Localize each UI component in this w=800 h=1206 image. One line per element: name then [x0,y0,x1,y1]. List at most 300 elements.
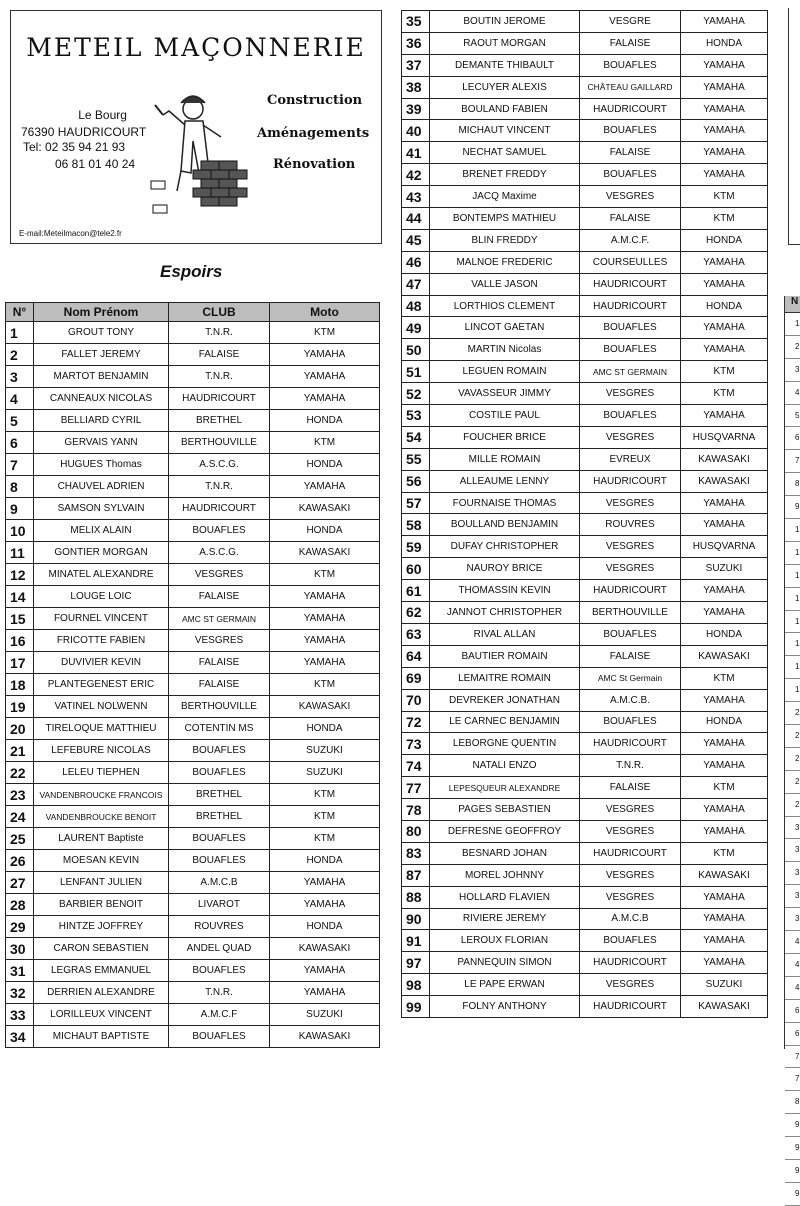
rider-number: 27 [6,872,34,894]
rider-moto: YAMAHA [270,344,380,366]
table-row [402,996,768,1018]
rider-name: VATINEL NOLWENN [34,696,169,718]
rider-club: ROUVRES [169,916,270,938]
rider-number: 58 [402,514,430,536]
rider-moto: KTM [270,432,380,454]
table-row [402,273,768,295]
rider-number: 53 [402,405,430,427]
rider-name: LELEU TIEPHEN [34,762,169,784]
rider-number: 12 [6,564,34,586]
cropped-number: 3 [785,817,800,840]
rider-name: MILLE ROMAIN [430,448,580,470]
rider-club: HAUDRICOURT [580,98,681,120]
rider-number: 34 [6,1026,34,1048]
table-row [402,98,768,120]
rider-moto: YAMAHA [681,405,768,427]
rider-moto: KAWASAKI [270,498,380,520]
rider-number: 7 [6,454,34,476]
rider-club: VESGRES [580,492,681,514]
rider-club: A.S.C.G. [169,542,270,564]
ad-service-item: Construction [267,93,363,108]
rider-moto: KAWASAKI [270,1026,380,1048]
rider-name: TIRELOQUE MATTHIEU [34,718,169,740]
rider-club: AMC ST GERMAIN [580,361,681,383]
table-row [402,470,768,492]
rider-moto: YAMAHA [270,366,380,388]
table-row [402,733,768,755]
rider-club: FALAISE [580,645,681,667]
rider-moto: YAMAHA [270,652,380,674]
table-row [402,295,768,317]
rider-moto: YAMAHA [681,273,768,295]
rider-number: 5 [6,410,34,432]
rider-moto: KTM [681,186,768,208]
rider-name: DEFRESNE GEOFFROY [430,820,580,842]
riders-table-left-body [6,322,380,1048]
ad-address [21,107,146,141]
rider-number: 21 [6,740,34,762]
table-row [402,558,768,580]
table-row [6,784,380,806]
table-row [402,886,768,908]
rider-name: CHAUVEL ADRIEN [34,476,169,498]
table-row [402,383,768,405]
rider-number: 29 [6,916,34,938]
rider-name: LORILLEUX VINCENT [34,1004,169,1026]
section-title: Espoirs [160,262,223,281]
rider-moto: HONDA [270,916,380,938]
rider-number: 99 [402,996,430,1018]
rider-club: T.N.R. [169,366,270,388]
ad-address-line: 76390 HAUDRICOURT [21,125,147,139]
rider-number: 69 [402,667,430,689]
rider-name: THOMASSIN KEVIN [430,580,580,602]
rider-moto: HONDA [270,718,380,740]
rider-club: T.N.R. [169,322,270,344]
cropped-number: 3 [785,908,800,931]
table-row [6,1004,380,1026]
rider-moto: KAWASAKI [681,448,768,470]
rider-name: MALNOE FREDERIC [430,251,580,273]
rider-club: BERTHOUVILLE [169,696,270,718]
rider-moto: KTM [681,842,768,864]
table-row [402,952,768,974]
cropped-number: 3 [785,862,800,885]
rider-club: BOUAFLES [580,930,681,952]
cropped-number: 1 [785,679,800,702]
column-header-name: Nom Prénom [34,303,169,322]
rider-club: A.M.C.B [169,872,270,894]
rider-club: BOUAFLES [169,740,270,762]
rider-club: VESGRES [580,974,681,996]
cropped-number: 2 [785,794,800,817]
rider-number: 38 [402,76,430,98]
rider-moto: YAMAHA [681,689,768,711]
rider-club: FALAISE [580,142,681,164]
rider-moto: YAMAHA [681,98,768,120]
table-row [6,850,380,872]
rider-club: HAUDRICOURT [169,498,270,520]
table-row [402,405,768,427]
rider-name: DEMANTE THIBAULT [430,54,580,76]
rider-club: BOUAFLES [169,828,270,850]
rider-moto: HONDA [681,623,768,645]
rider-number: 57 [402,492,430,514]
rider-number: 23 [6,784,34,806]
rider-number: 74 [402,755,430,777]
table-row [6,410,380,432]
rider-moto: YAMAHA [681,120,768,142]
rider-moto: HONDA [270,850,380,872]
rider-moto: YAMAHA [681,11,768,33]
rider-club: HAUDRICOURT [169,388,270,410]
cropped-number: 9 [785,496,800,519]
rider-number: 77 [402,777,430,799]
rider-moto: SUZUKI [681,558,768,580]
cropped-number: 8 [785,1091,800,1114]
table-row [402,317,768,339]
ad-service-item: Rénovation [273,157,356,172]
rider-club: ROUVRES [580,514,681,536]
rider-moto: YAMAHA [681,317,768,339]
rider-name: MARTIN Nicolas [430,339,580,361]
table-row [402,426,768,448]
rider-club: BOUAFLES [580,54,681,76]
rider-name: GERVAIS YANN [34,432,169,454]
rider-club: HAUDRICOURT [580,733,681,755]
rider-club: A.M.C.B [580,908,681,930]
table-row [402,492,768,514]
rider-name: MINATEL ALEXANDRE [34,564,169,586]
rider-name: PANNEQUIN SIMON [430,952,580,974]
table-row [402,820,768,842]
rider-club: BOUAFLES [169,960,270,982]
rider-name: LEROUX FLORIAN [430,930,580,952]
rider-moto: KAWASAKI [270,696,380,718]
rider-moto: HONDA [681,711,768,733]
rider-moto: KTM [681,777,768,799]
ad-company-name: METEIL MAÇONNERIE [26,33,366,62]
rider-number: 26 [6,850,34,872]
rider-club: VESGRES [169,564,270,586]
cropped-number: 7 [785,1068,800,1091]
table-row [6,476,380,498]
table-row [6,608,380,630]
rider-moto: YAMAHA [681,820,768,842]
rider-number: 24 [6,806,34,828]
rider-club: EVREUX [580,448,681,470]
rider-name: CARON SEBASTIEN [34,938,169,960]
rider-number: 39 [402,98,430,120]
cropped-number: 1 [785,565,800,588]
rider-number: 80 [402,820,430,842]
cropped-number: 7 [785,450,800,473]
rider-club: BERTHOUVILLE [169,432,270,454]
rider-moto: YAMAHA [681,908,768,930]
rider-moto: YAMAHA [681,514,768,536]
column-header-club: CLUB [169,303,270,322]
rider-number: 6 [6,432,34,454]
rider-moto: YAMAHA [270,960,380,982]
table-row [402,251,768,273]
rider-number: 59 [402,536,430,558]
rider-club: FALAISE [169,674,270,696]
rider-number: 97 [402,952,430,974]
rider-club: AMC St Germain [580,667,681,689]
table-row [6,344,380,366]
rider-name: JACQ Maxime [430,186,580,208]
rider-name: PLANTEGENEST ERIC [34,674,169,696]
rider-number: 9 [6,498,34,520]
cropped-number: 2 [785,771,800,794]
cropped-number: 7 [785,1046,800,1069]
table-row [6,366,380,388]
rider-name: VAVASSEUR JIMMY [430,383,580,405]
rider-moto: KAWASAKI [681,645,768,667]
rider-name: CANNEAUX NICOLAS [34,388,169,410]
rider-name: NAUROY BRICE [430,558,580,580]
rider-number: 90 [402,908,430,930]
rider-number: 70 [402,689,430,711]
rider-name: BOULAND FABIEN [430,98,580,120]
rider-club: BOUAFLES [580,339,681,361]
rider-club: BOUAFLES [580,120,681,142]
rider-moto: YAMAHA [681,251,768,273]
rider-number: 19 [6,696,34,718]
table-row [6,718,380,740]
rider-name: SAMSON SYLVAIN [34,498,169,520]
rider-name: NECHAT SAMUEL [430,142,580,164]
rider-number: 46 [402,251,430,273]
table-row [402,11,768,33]
rider-number: 31 [6,960,34,982]
rider-moto: YAMAHA [681,886,768,908]
rider-name: MOREL JOHNNY [430,864,580,886]
table-row [402,667,768,689]
rider-club: HAUDRICOURT [580,470,681,492]
rider-club: FALAISE [580,777,681,799]
rider-number: 30 [6,938,34,960]
table-row [402,908,768,930]
table-row [6,652,380,674]
rider-moto: YAMAHA [681,164,768,186]
rider-club: BOUAFLES [169,762,270,784]
table-row [6,674,380,696]
rider-moto: YAMAHA [681,76,768,98]
table-row [402,186,768,208]
rider-number: 3 [6,366,34,388]
rider-club: BOUAFLES [580,711,681,733]
rider-name: BELLIARD CYRIL [34,410,169,432]
rider-moto: YAMAHA [270,630,380,652]
cropped-number: 2 [785,725,800,748]
cropped-number: 1 [785,588,800,611]
rider-number: 60 [402,558,430,580]
column-header-number: N° [6,303,34,322]
rider-moto: YAMAHA [270,586,380,608]
column-header-moto: Moto [270,303,380,322]
rider-number: 28 [6,894,34,916]
table-row [6,564,380,586]
rider-number: 8 [6,476,34,498]
rider-moto: YAMAHA [681,54,768,76]
rider-number: 37 [402,54,430,76]
rider-club: A.M.C.F. [580,229,681,251]
rider-club: HAUDRICOURT [580,580,681,602]
rider-moto: KTM [681,361,768,383]
cropped-number: 6 [785,1000,800,1023]
rider-moto: HUSQVARNA [681,426,768,448]
rider-club: VESGRES [169,630,270,652]
rider-moto: YAMAHA [681,930,768,952]
rider-moto: YAMAHA [270,982,380,1004]
rider-number: 78 [402,799,430,821]
cropped-number: 9 [785,1160,800,1183]
rider-moto: YAMAHA [270,872,380,894]
rider-name: BOUTIN JEROME [430,11,580,33]
rider-club: LIVAROT [169,894,270,916]
rider-club: HAUDRICOURT [580,952,681,974]
table-row [402,32,768,54]
rider-number: 62 [402,602,430,624]
table-row [402,777,768,799]
rider-moto: YAMAHA [681,492,768,514]
rider-club: BOUAFLES [580,317,681,339]
rider-name: FOURNEL VINCENT [34,608,169,630]
rider-name: LEBORGNE QUENTIN [430,733,580,755]
rider-number: 15 [6,608,34,630]
rider-name: LOUGE LOIC [34,586,169,608]
ad-address-line: Le Bourg [78,108,127,122]
cropped-number: 2 [785,748,800,771]
rider-club: VESGRES [580,558,681,580]
table-row [6,982,380,1004]
table-row [402,930,768,952]
table-row [402,448,768,470]
table-row [402,208,768,230]
table-row [6,894,380,916]
rider-moto: YAMAHA [270,608,380,630]
cropped-number: 9 [785,1137,800,1160]
rider-name: MICHAUT BAPTISTE [34,1026,169,1048]
rider-moto: YAMAHA [681,602,768,624]
table-row [6,388,380,410]
rider-number: 45 [402,229,430,251]
cropped-header: N [785,296,800,313]
rider-number: 18 [6,674,34,696]
table-row [402,339,768,361]
rider-number: 63 [402,623,430,645]
rider-number: 4 [6,388,34,410]
rider-moto: YAMAHA [681,733,768,755]
rider-moto: SUZUKI [270,1004,380,1026]
rider-club: HAUDRICOURT [580,996,681,1018]
rider-moto: YAMAHA [681,339,768,361]
cropped-number: 4 [785,931,800,954]
rider-name: ALLEAUME LENNY [430,470,580,492]
rider-name: FALLET JEREMY [34,344,169,366]
rider-name: HOLLARD FLAVIEN [430,886,580,908]
rider-club: CHÂTEAU GAILLARD [580,76,681,98]
rider-club: A.M.C.B. [580,689,681,711]
table-row [6,960,380,982]
table-row [402,755,768,777]
rider-number: 43 [402,186,430,208]
rider-club: AMC ST GERMAIN [169,608,270,630]
rider-club: VESGRE [580,11,681,33]
cropped-number: 1 [785,313,800,336]
rider-club: VESGRES [580,186,681,208]
rider-moto: HONDA [681,229,768,251]
table-row [402,229,768,251]
rider-name: LEFEBURE NICOLAS [34,740,169,762]
rider-number: 25 [6,828,34,850]
rider-moto: YAMAHA [270,476,380,498]
rider-number: 33 [6,1004,34,1026]
table-row [402,602,768,624]
table-row [6,828,380,850]
ad-service-item: Aménagements [257,126,370,141]
rider-name: LENFANT JULIEN [34,872,169,894]
table-row [402,142,768,164]
table-row [6,542,380,564]
rider-name: DERRIEN ALEXANDRE [34,982,169,1004]
riders-table-right [401,10,768,1018]
rider-name: RAOUT MORGAN [430,32,580,54]
rider-moto: HONDA [270,520,380,542]
rider-name: BARBIER BENOIT [34,894,169,916]
cropped-number: 4 [785,382,800,405]
rider-club: BOUAFLES [169,850,270,872]
rider-number: 72 [402,711,430,733]
table-row [6,520,380,542]
rider-club: COTENTIN MS [169,718,270,740]
table-row [402,120,768,142]
rider-club: BRETHEL [169,806,270,828]
table-row [6,762,380,784]
rider-number: 20 [6,718,34,740]
rider-moto: YAMAHA [681,952,768,974]
rider-number: 88 [402,886,430,908]
rider-moto: YAMAHA [681,142,768,164]
rider-moto: KTM [270,564,380,586]
rider-name: VANDENBROUCKE BENOIT [34,806,169,828]
cropped-number: 1 [785,519,800,542]
rider-name: GONTIER MORGAN [34,542,169,564]
table-row [6,806,380,828]
rider-club: BRETHEL [169,410,270,432]
table-row [6,432,380,454]
rider-club: HAUDRICOURT [580,295,681,317]
table-row [402,54,768,76]
rider-club: HAUDRICOURT [580,273,681,295]
rider-moto: KTM [270,322,380,344]
rider-club: BOUAFLES [580,623,681,645]
rider-moto: HONDA [681,295,768,317]
rider-number: 2 [6,344,34,366]
rider-name: FOLNY ANTHONY [430,996,580,1018]
cropped-number: 1 [785,633,800,656]
rider-moto: KTM [270,828,380,850]
rider-number: 83 [402,842,430,864]
rider-name: MARTOT BENJAMIN [34,366,169,388]
rider-club: HAUDRICOURT [580,842,681,864]
rider-club: BOUAFLES [580,405,681,427]
rider-name: BONTEMPS MATHIEU [430,208,580,230]
rider-number: 50 [402,339,430,361]
rider-club: T.N.R. [169,476,270,498]
rider-moto: KAWASAKI [681,470,768,492]
